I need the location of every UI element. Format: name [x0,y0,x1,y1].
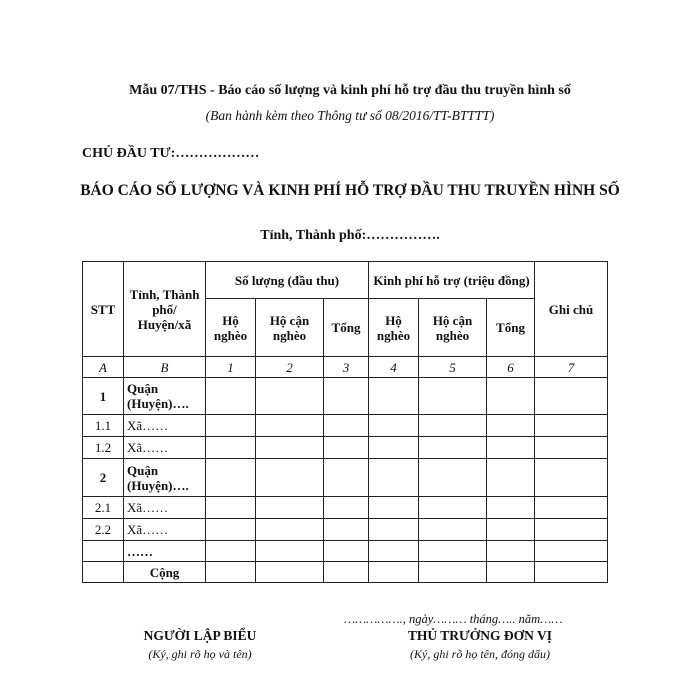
province-line: Tỉnh, Thành phố:……………. [260,228,440,243]
header-fund-total: Tổng [487,299,535,357]
table-row [83,497,608,519]
total-label: Cộng [124,562,206,583]
report-title: BÁO CÁO SỐ LƯỢNG VÀ KINH PHÍ HỖ TRỢ ĐẦU THU TRUYỀN HÌNH SỐ [80,182,620,199]
row-stt: 1 [83,378,124,415]
report-table [82,261,608,583]
row-name: Xã…… [124,437,206,459]
table-row [83,437,608,459]
index-cell: 7 [535,357,608,378]
table-row [83,519,608,541]
head-signature-block [360,628,600,662]
row-stt [83,541,124,562]
row-stt: 2.2 [83,519,124,541]
row-name: Xã…… [124,497,206,519]
header-fund-poor: Hộ nghèo [369,299,419,357]
row-stt: 2.1 [83,497,124,519]
header-qty-total: Tổng [324,299,369,357]
table-row [83,541,608,562]
head-title: THỦ TRƯỞNG ĐƠN VỊ [407,628,553,643]
preparer-note: (Ký, ghi rõ họ và tên) [148,647,252,661]
column-index-row [83,357,608,378]
header-qty-near-poor: Hộ cận nghèo [256,299,324,357]
index-cell: A [83,357,124,378]
row-name: Xã…… [124,519,206,541]
preparer-title: NGƯỜI LẬP BIỂU [143,628,257,643]
header-funding: Kinh phí hỗ trợ (triệu đồng) [369,262,535,299]
head-note: (Ký, ghi rõ họ tên, đóng dấu) [410,647,550,661]
index-cell: 3 [324,357,369,378]
index-cell: 5 [419,357,487,378]
row-name: Quận (Huyện)…. [124,459,206,497]
header-stt: STT [83,262,124,357]
form-title: Mẫu 07/THS - Báo cáo số lượng và kinh phí hỗ trợ đầu thu truyền hình số [129,83,571,98]
header-area: Tỉnh, Thành phố/ Huyện/xã [124,262,206,357]
row-name: …… [124,541,206,562]
index-cell: 1 [206,357,256,378]
header-quantity: Số lượng (đầu thu) [206,262,369,299]
total-row [83,562,608,583]
row-name: Quận (Huyện)…. [124,378,206,415]
row-stt: 1.1 [83,415,124,437]
header-row-1 [83,262,608,299]
index-cell: 6 [487,357,535,378]
table-row [83,378,608,415]
investor-line: CHỦ ĐẦU TƯ:……………… [82,146,260,161]
index-cell: 4 [369,357,419,378]
preparer-signature-block [120,628,280,662]
row-name: Xã…… [124,415,206,437]
issued-with-note: (Ban hành kèm theo Thông tư số 08/2016/TT-BTTTT) [205,108,495,123]
index-cell: 2 [256,357,324,378]
header-qty-poor: Hộ nghèo [206,299,256,357]
table-row [83,415,608,437]
table-row [83,459,608,497]
date-line: ……………., ngày……… tháng….. năm…… [344,612,563,626]
row-stt: 2 [83,459,124,497]
header-notes: Ghi chú [535,262,608,357]
index-cell: B [124,357,206,378]
header-fund-near-poor: Hộ cận nghèo [419,299,487,357]
row-stt: 1.2 [83,437,124,459]
